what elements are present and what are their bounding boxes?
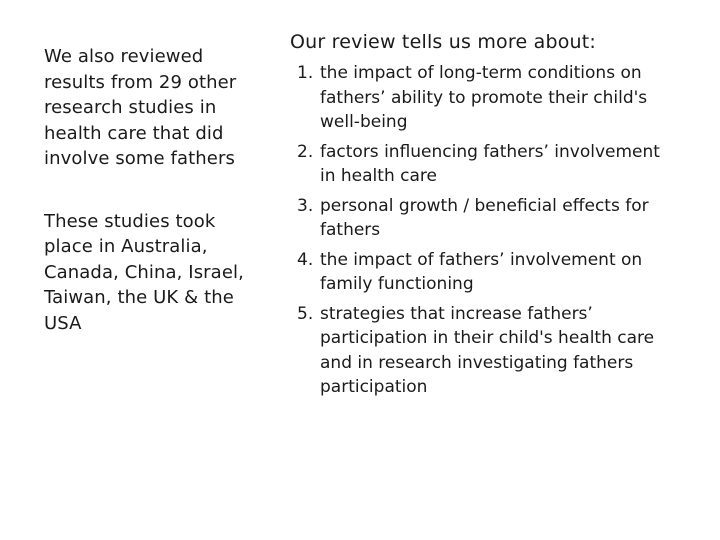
list-item-text: factors influencing fathers’ involvement in health care [320,141,660,186]
list-item-text: the impact of fathers’ involvement on family functioning [320,249,643,294]
list-item [290,140,695,189]
left-column [44,44,269,336]
list-item-number: 4. [297,249,314,270]
study-locations-paragraph: These studies took place in Australia, Canada, China, Israel, Taiwan, the UK & the USA [44,210,244,334]
list-item-number: 1. [297,63,314,83]
review-heading: Our review tells us more about: [290,31,597,53]
list-item-number: 2. [297,141,314,162]
list-item-text: strategies that increase fathers’ participation in their child's health care and in research investigating fathers participation [320,303,655,397]
list-item-number: 3. [297,195,314,216]
list-item-text: personal growth / beneficial effects for fathers [320,195,649,240]
list-item [290,248,695,297]
list-item [290,61,695,135]
reviewed-studies-paragraph: We also reviewed results from 29 other research studies in health care that did involve some fathers [44,46,237,169]
list-item [290,302,695,400]
list-item [290,194,695,243]
list-item-number: 5. [297,303,314,324]
right-column [290,30,695,405]
review-findings-list [290,61,695,400]
list-item-text: the impact of long-term conditions on fathers’ ability to promote their child's well-being [320,63,648,132]
